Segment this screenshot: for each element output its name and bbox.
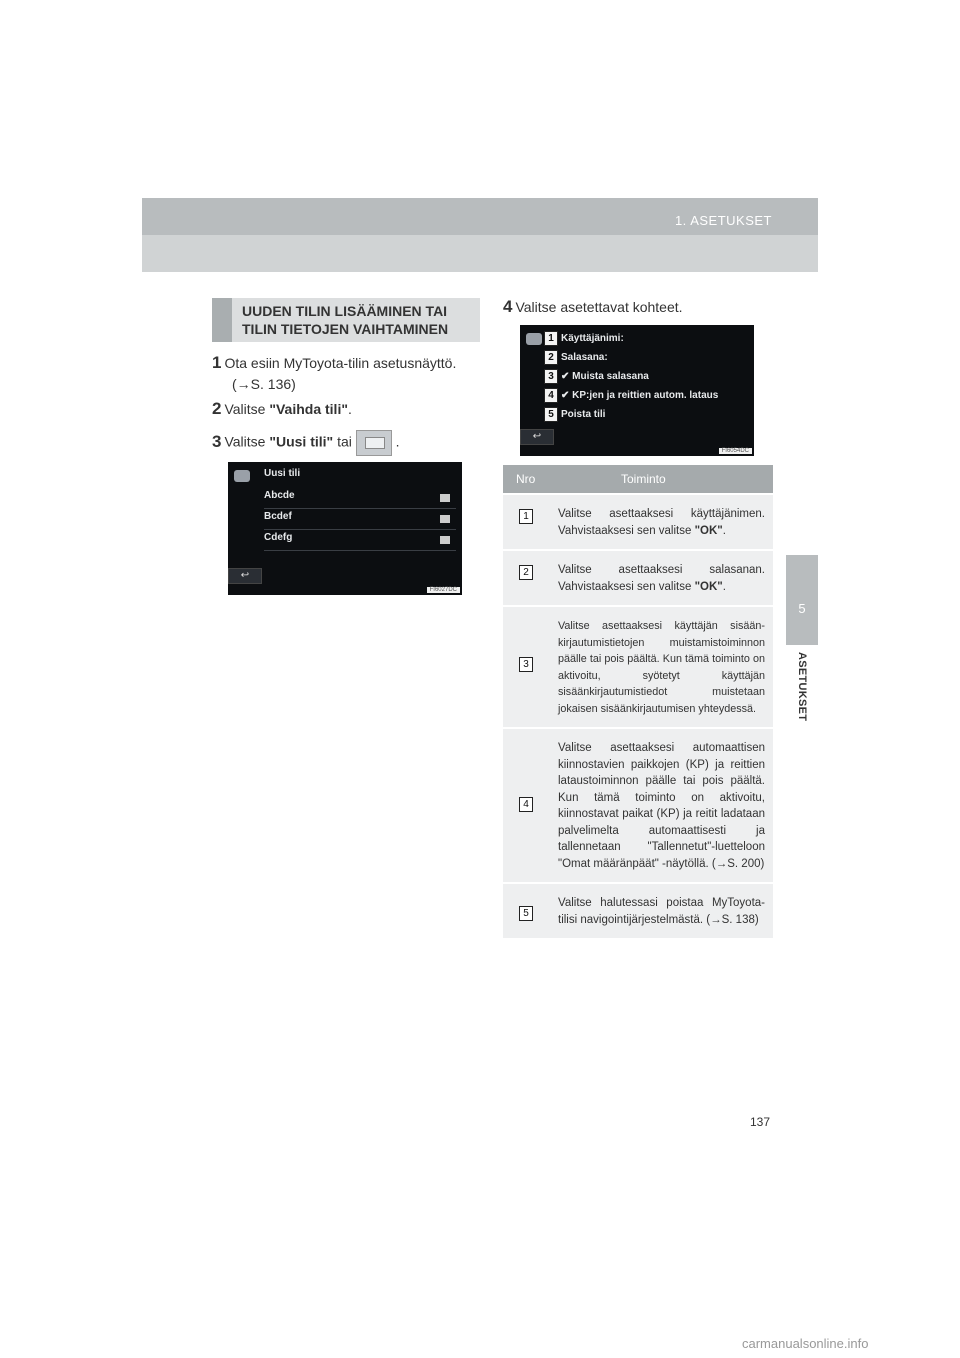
- table-row-text: Valitse halutessasi poistaa MyToyota-tilisi navigointijärjestelmästä. (→S. 138): [558, 897, 765, 926]
- column-header-action: Toiminto: [621, 472, 666, 486]
- screen2-item-5: 5 Poista tili: [544, 407, 744, 425]
- table-row: 4 Valitse asettaaksesi automaattisen kiinnostavien paikkojen (KP) ja reittien lataustoiminnon päälle tai pois päältä. Kun tämä toiminto on aktivoitu, kiinnostavat paikat (KP) ja reitit ladataan palvelimelta automaattisesti ja tallennetaan "Tallennetut"-luetteloon "Omat määränpäät" -näytöllä. (→S. 200): [503, 727, 773, 882]
- screen2-caption: FI6054DC: [719, 448, 752, 454]
- table-row-text: Valitse asettaaksesi salasanan. Vahvistaaksesi sen valitse "OK".: [558, 564, 765, 593]
- screenshot-new-account: [228, 462, 462, 595]
- table-row-text: Valitse asettaaksesi käyttäjän sisäänkirjautumistietojen muistamistoiminnon päälle tai pois päältä. Kun tämä toiminto on aktivoitu, syötetyt käyttäjän sisäänkirjautumistiedot muistetaan jokaisen sisäänkirjautumisen yhteydessä.: [558, 620, 765, 715]
- account-icon: [234, 470, 250, 482]
- chapter-tab: [786, 555, 818, 645]
- account-icon: [526, 333, 542, 345]
- screen1-title: Uusi tili: [264, 468, 301, 479]
- chapter-label: [788, 652, 816, 742]
- table-row: 2 Valitse asettaaksesi salasanan. Vahvistaaksesi sen valitse "OK".: [503, 549, 773, 605]
- back-icon: ↩: [228, 568, 262, 584]
- screen2-item-3: 3 ✔ Muista salasana: [544, 369, 744, 387]
- table-header: [503, 465, 773, 493]
- screen1-item-2: Bcdef: [264, 511, 456, 530]
- step-3: 3 Valitse "Uusi tili" tai .: [212, 430, 400, 456]
- settings-table: [503, 465, 773, 938]
- back-icon: ↩: [520, 429, 554, 445]
- header-band: [142, 198, 818, 235]
- header-section-title: 1. ASETUKSET: [674, 213, 772, 228]
- screen1-item-1: Abcde: [264, 490, 456, 509]
- screen1-caption: FI6027DC: [427, 587, 460, 593]
- watermark: carmanualsonline.info: [742, 1336, 869, 1351]
- screenshot-account-settings: [520, 325, 754, 456]
- chapter-label-text: ASETUKSET: [796, 652, 808, 722]
- step-4: 4 Valitse asetettavat kohteet.: [503, 297, 683, 316]
- edit-icon: [440, 494, 450, 502]
- section-heading-text: UUDEN TILIN LISÄÄMINEN TAI TILIN TIETOJEN VAIHTAMINEN: [242, 303, 449, 337]
- section-heading-bar: [212, 298, 232, 342]
- header-subband: [142, 235, 818, 272]
- chapter-number: 5: [798, 601, 806, 616]
- screen2-item-4: 4 ✔ KP:jen ja reittien autom. lataus: [544, 388, 744, 406]
- table-row: 5 Valitse halutessasi poistaa MyToyota-tilisi navigointijärjestelmästä. (→S. 138): [503, 882, 773, 938]
- step-2: 2 Valitse "Vaihda tili".: [212, 399, 352, 418]
- step-1: 1 Ota esiin MyToyota-tilin asetusnäyttö. (→S. 136): [212, 353, 457, 392]
- table-row-text: Valitse asettaaksesi automaattisen kiinnostavien paikkojen (KP) ja reittien lataustoiminnon päälle tai pois päältä. Kun tämä toiminto on aktivoitu, kiinnostavat paikat (KP) ja reitit ladataan palvelimelta automaattisesti ja tallennetaan "Tallennetut"-luetteloon "Omat määränpäät" -näytöllä. (→S. 200): [558, 742, 765, 870]
- table-row: 3 Valitse asettaaksesi käyttäjän sisäänkirjautumistietojen muistamistoiminnon päälle tai pois päältä. Kun tämä toiminto on aktivoitu, syötetyt käyttäjän sisäänkirjautumistiedot muistetaan jokaisen sisäänkirjautumisen yhteydessä.: [503, 605, 773, 727]
- column-header-no: Nro: [516, 472, 536, 486]
- edit-account-icon: [356, 430, 392, 456]
- screen1-item-3: Cdefg: [264, 532, 456, 551]
- edit-icon: [440, 536, 450, 544]
- table-row-text: Valitse asettaaksesi käyttäjänimen. Vahvistaaksesi sen valitse "OK".: [558, 508, 765, 537]
- screen2-item-1: 1 Käyttäjänimi:: [544, 331, 744, 349]
- page-number: 137: [750, 1115, 771, 1129]
- edit-icon: [440, 515, 450, 523]
- screen2-item-2: 2 Salasana:: [544, 350, 744, 368]
- table-row: 1 Valitse asettaaksesi käyttäjänimen. Vahvistaaksesi sen valitse "OK".: [503, 493, 773, 549]
- section-heading: [212, 298, 480, 342]
